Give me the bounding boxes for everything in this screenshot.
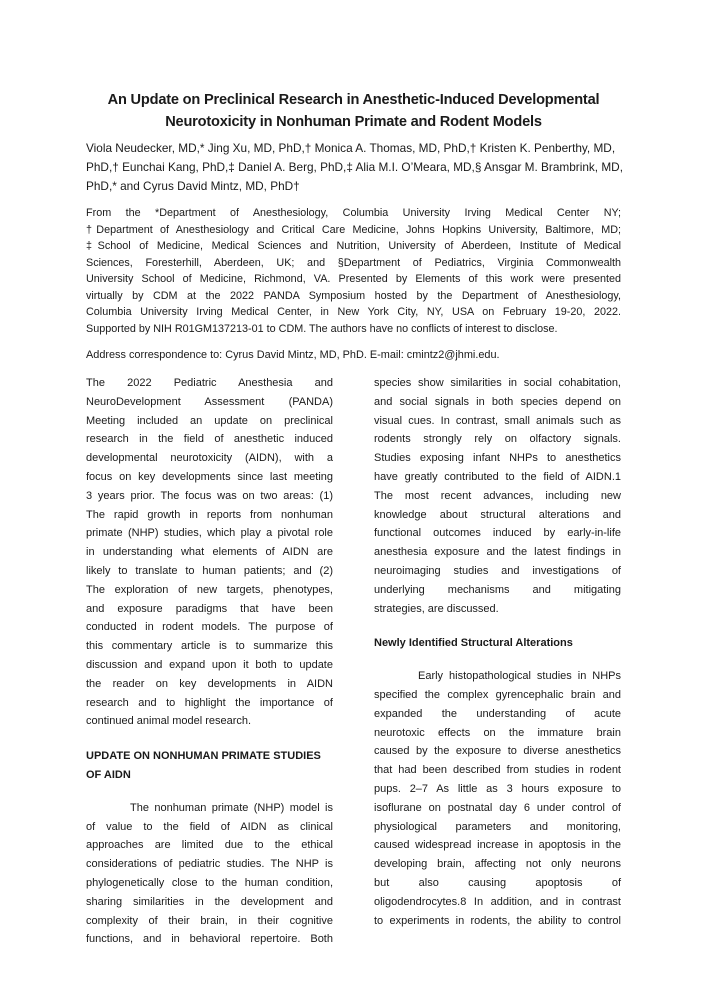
text-line: primate (NHP) studies, which play a pivotal role bbox=[86, 527, 333, 540]
paragraph bbox=[86, 799, 333, 949]
text-line: conducted in rodent models. The purpose of bbox=[86, 621, 333, 634]
paragraph bbox=[374, 374, 621, 618]
text-line: isoflurane on postnatal day 6 under control of bbox=[374, 801, 621, 814]
text-line: have greatly contributed to the field of AIDN.1 bbox=[374, 470, 621, 483]
text-line: phylogenetically close to the human condition, bbox=[86, 876, 333, 889]
affiliation-line: Supported by NIH R01GM137213-01 to CDM. The authors have no conflicts of interest to disclose. bbox=[86, 322, 558, 335]
affiliations bbox=[86, 205, 621, 337]
author-list bbox=[86, 139, 626, 196]
spacer bbox=[86, 731, 333, 747]
affiliation-line: Sciences, Foresterhill, Aberdeen, UK; and §Department of Pediatrics, Virginia Commonwealth bbox=[86, 256, 621, 269]
text-line: research and to highlight the importance of bbox=[86, 696, 333, 709]
text-line: to experiments in rodents, the ability to control bbox=[374, 914, 621, 927]
correspondence: Address correspondence to: Cyrus David Mintz, MD, PhD. E-mail: cmintz2@jhmi.edu. bbox=[86, 349, 500, 361]
text-line: likely to translate to human patients; and (2) bbox=[86, 564, 333, 577]
author-line: Viola Neudecker, MD,* Jing Xu, MD, PhD,† Monica A. Thomas, MD, PhD,† Kristen K. Penberthy, MD, bbox=[86, 141, 616, 155]
right-column bbox=[374, 374, 621, 930]
text-line: underlying mechanisms and mitigating bbox=[374, 583, 621, 596]
text-line: the reader on key developments in AIDN bbox=[86, 677, 333, 690]
text-line: this commentary article is to summarize this bbox=[86, 640, 333, 653]
text-line: that had been described from studies in rodent bbox=[374, 764, 621, 777]
section-heading bbox=[374, 634, 621, 653]
author-line: PhD,† Eunchai Kang, PhD,‡ Daniel A. Berg, PhD,‡ Alia M.I. O’Meara, MD,§ Ansgar M. Brambrink, MD, bbox=[86, 160, 623, 174]
text-line: strategies, are discussed. bbox=[374, 602, 499, 615]
spacer bbox=[86, 785, 333, 799]
text-line: rodents strongly rely on olfactory signals. bbox=[374, 433, 621, 446]
text-line: and social signals in both species depend on bbox=[374, 395, 621, 408]
spacer bbox=[374, 653, 621, 667]
text-line: Studies exposing infant NHPs to anesthetics bbox=[374, 452, 621, 465]
text-line: research in the field of anesthetic induced bbox=[86, 433, 333, 446]
text-line: neurotoxic effects on the immature brain bbox=[374, 726, 621, 739]
spacer bbox=[374, 618, 621, 634]
text-line: oligodendrocytes.8 In addition, and in contrast bbox=[374, 895, 621, 908]
text-line: of value to the field of AIDN as clinical bbox=[86, 820, 333, 833]
text-line: NeuroDevelopment Assessment (PANDA) bbox=[86, 395, 333, 408]
text-line: approaches are limited due to the ethical bbox=[86, 839, 333, 852]
text-line: continued animal model research. bbox=[86, 715, 252, 728]
left-column bbox=[86, 374, 333, 949]
title-line: An Update on Preclinical Research in Anesthetic-Induced Developmental bbox=[107, 92, 600, 108]
affiliation-line: From the *Department of Anesthesiology, Columbia University Irving Medical Center NY; bbox=[86, 207, 621, 219]
text-line: focus on key developments since last meeting bbox=[86, 470, 333, 483]
text-line: functional outcomes induced by early-in-life bbox=[374, 527, 621, 540]
section-heading bbox=[86, 747, 333, 785]
text-line: The 2022 Pediatric Anesthesia and bbox=[86, 377, 333, 389]
text-line: developing brain, affecting not only neurons bbox=[374, 858, 621, 871]
text-line: neuroimaging studies and investigations of bbox=[374, 564, 621, 577]
text-line: complexity of their brain, in their cognitive bbox=[86, 914, 333, 927]
text-line: and exposure paradigms that have been bbox=[86, 602, 333, 615]
text-line: species show similarities in social cohabitation, bbox=[374, 377, 621, 389]
text-line: knowledge about structural alterations and bbox=[374, 508, 621, 521]
text-line: The nonhuman primate (NHP) model is bbox=[130, 801, 333, 814]
text-line: discussion and expand upon it both to update bbox=[86, 658, 333, 671]
heading-line: OF AIDN bbox=[86, 768, 131, 781]
text-line: physiological parameters and monitoring, bbox=[374, 820, 621, 833]
author-line: PhD,* and Cyrus David Mintz, MD, PhD† bbox=[86, 179, 300, 193]
text-line: The exploration of new targets, phenotypes, bbox=[86, 583, 333, 596]
affiliation-line: virtually by CDM at the 2022 PANDA Symposium hosted by the Department of Anesthesiology, bbox=[86, 289, 621, 302]
text-line: Meeting included an update on preclinical bbox=[86, 414, 333, 427]
text-line: developmental neurotoxicity (AIDN), with a bbox=[86, 452, 333, 465]
text-line: anesthesia exposure and the latest findings in bbox=[374, 546, 621, 559]
text-line: visual cues. In contrast, small animals such as bbox=[374, 414, 621, 427]
text-line: considerations of pediatric studies. The NHP is bbox=[86, 858, 333, 871]
text-line: sharing similarities in the development and bbox=[86, 895, 333, 908]
affiliation-line: ‡School of Medicine, Medical Sciences and Nutrition, University of Aberdeen, Institute of Medical bbox=[86, 240, 621, 252]
text-line: pups. 2–7 As little as 3 hours exposure to bbox=[374, 782, 621, 795]
text-line: expanded the understanding of acute bbox=[374, 707, 621, 720]
article-title bbox=[0, 89, 707, 133]
text-line: The most recent advances, including new bbox=[374, 489, 621, 502]
text-line: specified the complex gyrencephalic brain and bbox=[374, 688, 621, 701]
text-line: in understanding what elements of AIDN are bbox=[86, 546, 333, 559]
text-line: 3 years prior. The focus was on two areas: (1) bbox=[86, 489, 333, 502]
heading-line: Newly Identified Structural Alterations bbox=[374, 637, 573, 650]
affiliation-line: Columbia University Irving Medical Center, in New York City, NY, USA on February 19-20, 2022. bbox=[86, 306, 621, 318]
text-line: caused widespread increase in apoptosis in the bbox=[374, 839, 621, 852]
text-line: functions, and in behavioral repertoire. Both bbox=[86, 933, 333, 946]
affiliation-line: University School of Medicine, Richmond, VA. Presented by Elements of this work were presented bbox=[86, 273, 621, 285]
text-line: but also causing apoptosis of bbox=[374, 876, 621, 889]
affiliation-line: †Department of Anesthesiology and Critical Care Medicine, Johns Hopkins University, Baltimore, MD; bbox=[86, 223, 621, 236]
paragraph bbox=[86, 374, 333, 731]
title-line: Neurotoxicity in Nonhuman Primate and Rodent Models bbox=[165, 114, 542, 130]
paragraph bbox=[374, 667, 621, 930]
text-line: Early histopathological studies in NHPs bbox=[418, 670, 621, 683]
text-line: The rapid growth in reports from nonhuman bbox=[86, 508, 333, 521]
text-line: caused by the exposure to diverse anesthetics bbox=[374, 745, 621, 758]
heading-line: UPDATE ON NONHUMAN PRIMATE STUDIES bbox=[86, 750, 321, 763]
